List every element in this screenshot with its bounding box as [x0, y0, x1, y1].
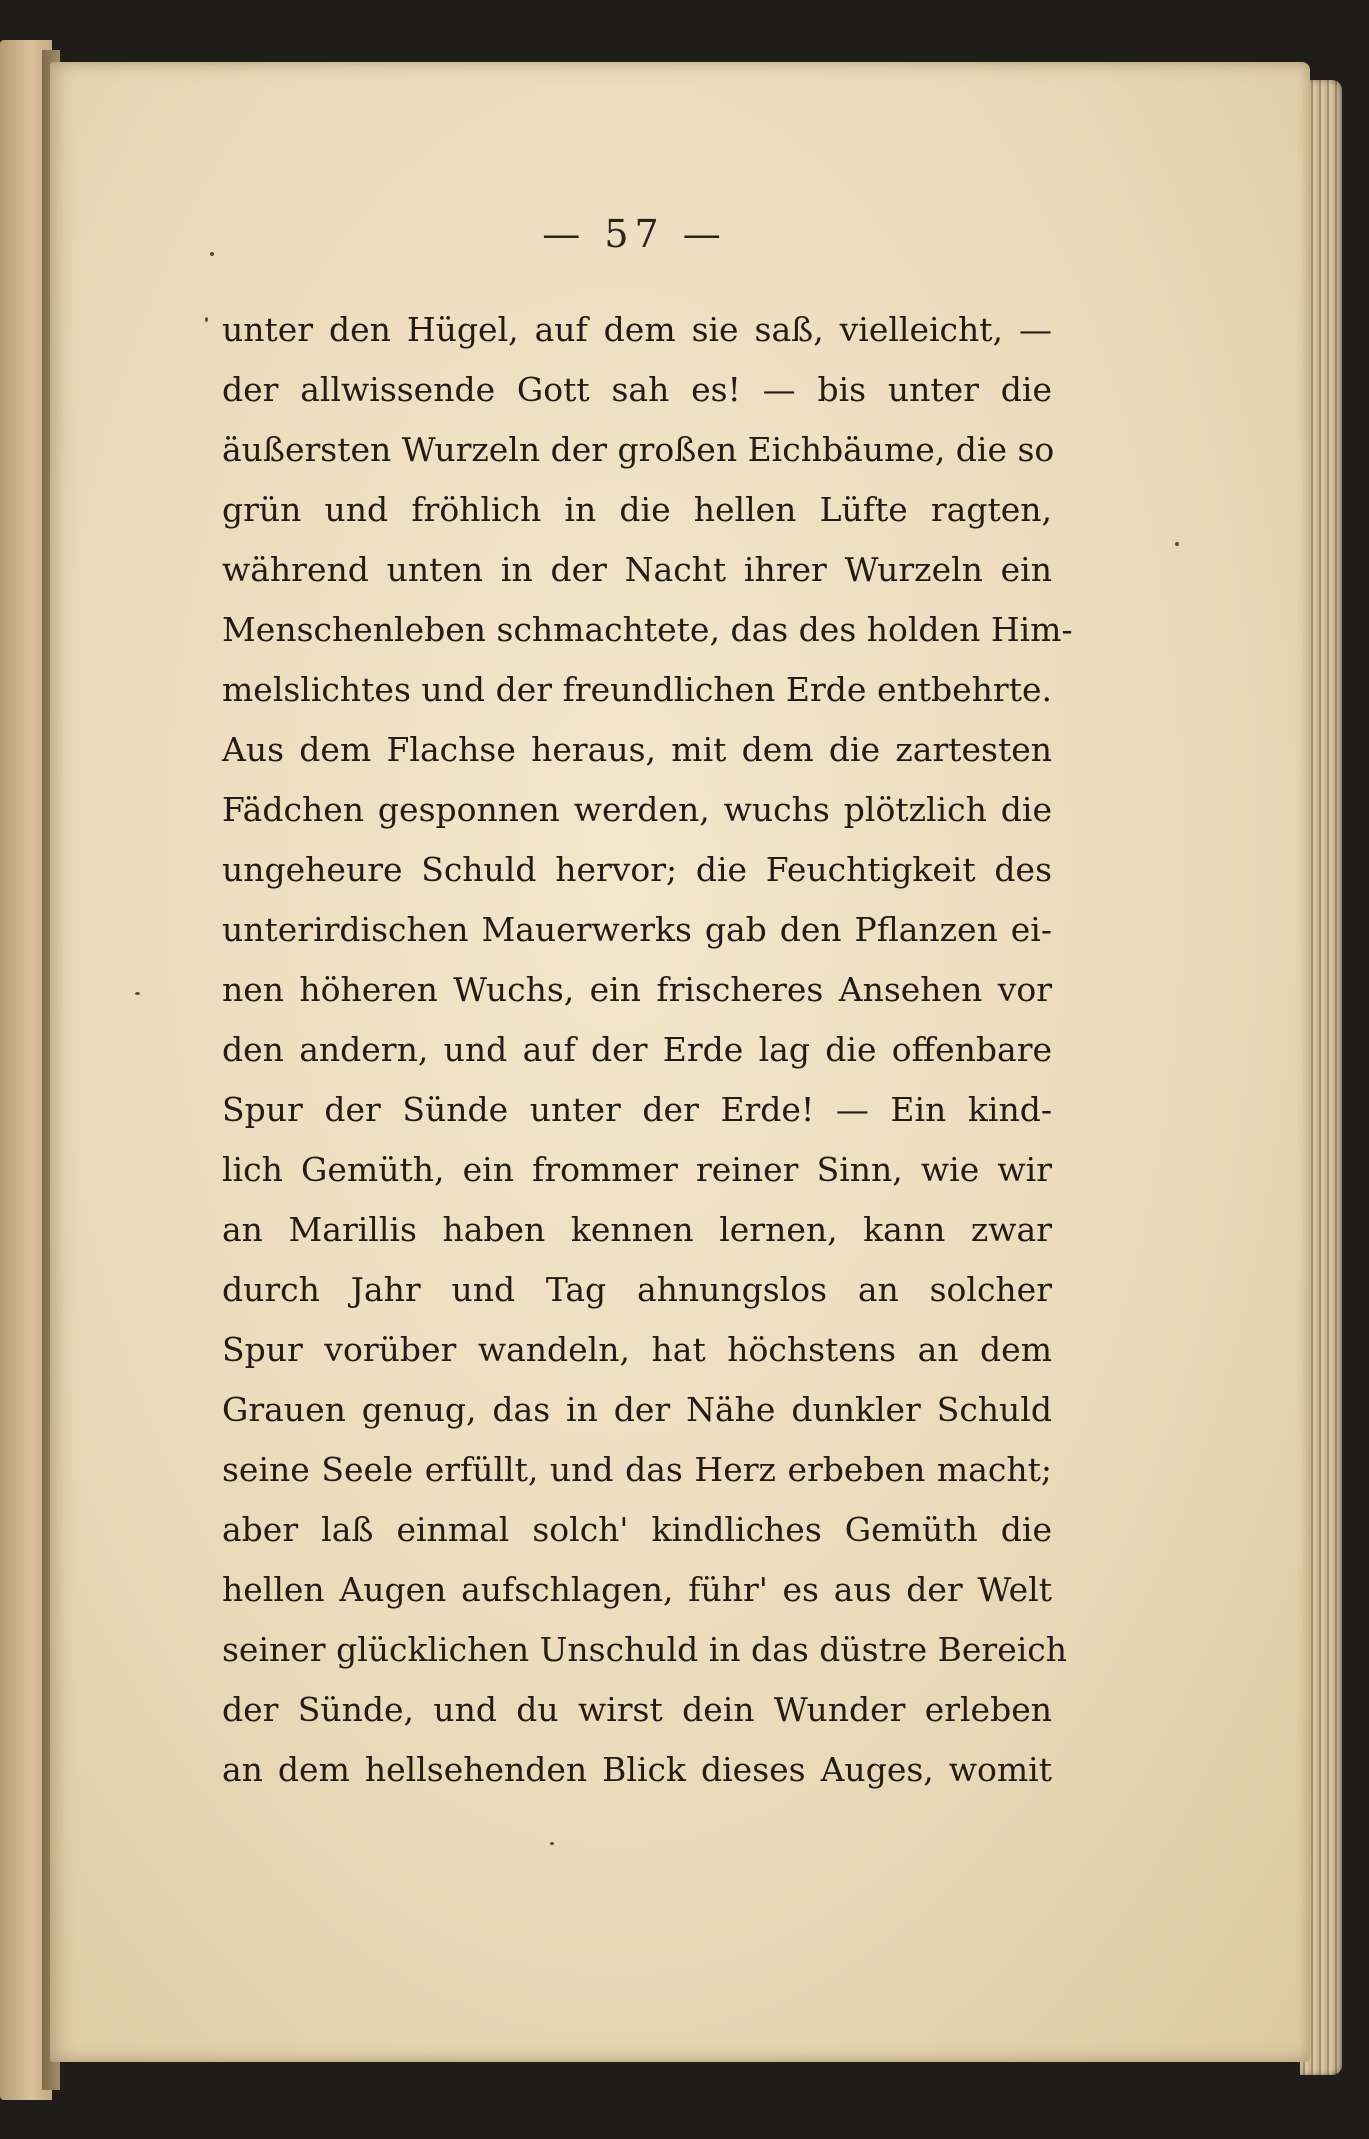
text-line: seine Seele erfüllt, und das Herz erbeben macht;	[222, 1450, 1052, 1489]
paper-speck	[1175, 542, 1179, 546]
text-line: Spur vorüber wandeln, hat höchstens an dem	[222, 1330, 1052, 1369]
text-line: Menschenleben schmachtete, das des holden Him-	[222, 610, 1073, 649]
text-line: unter den Hügel, auf dem sie saß, vielleicht, —	[222, 310, 1052, 349]
text-line: den andern, und auf der Erde lag die offenbare	[222, 1030, 1052, 1069]
text-line: grün und fröhlich in die hellen Lüfte ragten,	[222, 490, 1052, 529]
text-line: seiner glücklichen Unschuld in das düstre Bereich	[222, 1630, 1068, 1669]
text-line: melslichtes und der freundlichen Erde entbehrte.	[222, 670, 1052, 709]
text-line: äußersten Wurzeln der großen Eichbäume, die so	[222, 430, 1055, 469]
text-line: lich Gemüth, ein frommer reiner Sinn, wie wir	[222, 1150, 1052, 1189]
text-line: Spur der Sünde unter der Erde! — Ein kind-	[222, 1090, 1052, 1129]
text-line: Grauen genug, das in der Nähe dunkler Schuld	[222, 1390, 1052, 1429]
page-number: — 57 —	[542, 212, 727, 256]
text-line: ungeheure Schuld hervor; die Feuchtigkeit des	[222, 850, 1052, 889]
text-line: nen höheren Wuchs, ein frischeres Ansehen vor	[222, 970, 1052, 1009]
text-line: während unten in der Nacht ihrer Wurzeln ein	[222, 550, 1052, 589]
text-line: Aus dem Flachse heraus, mit dem die zartesten	[222, 730, 1052, 769]
text-line: an Marillis haben kennen lernen, kann zwar	[222, 1210, 1052, 1249]
text-line: der Sünde, und du wirst dein Wunder erleben	[222, 1690, 1052, 1729]
text-line: durch Jahr und Tag ahnungslos an solcher	[222, 1270, 1052, 1309]
paper-speck	[205, 317, 208, 322]
text-line: Fädchen gesponnen werden, wuchs plötzlich die	[222, 790, 1052, 829]
text-line: der allwissende Gott sah es! — bis unter die	[222, 370, 1052, 409]
text-line: hellen Augen aufschlagen, führ' es aus der Welt	[222, 1570, 1052, 1609]
text-line: an dem hellsehenden Blick dieses Auges, womit	[222, 1750, 1052, 1789]
paper-speck	[550, 1842, 554, 1845]
text-line: aber laß einmal solch' kindliches Gemüth die	[222, 1510, 1052, 1549]
paper-speck	[135, 992, 140, 995]
text-line: unterirdischen Mauerwerks gab den Pflanzen ei-	[222, 910, 1052, 949]
page-text	[222, 300, 1073, 1800]
